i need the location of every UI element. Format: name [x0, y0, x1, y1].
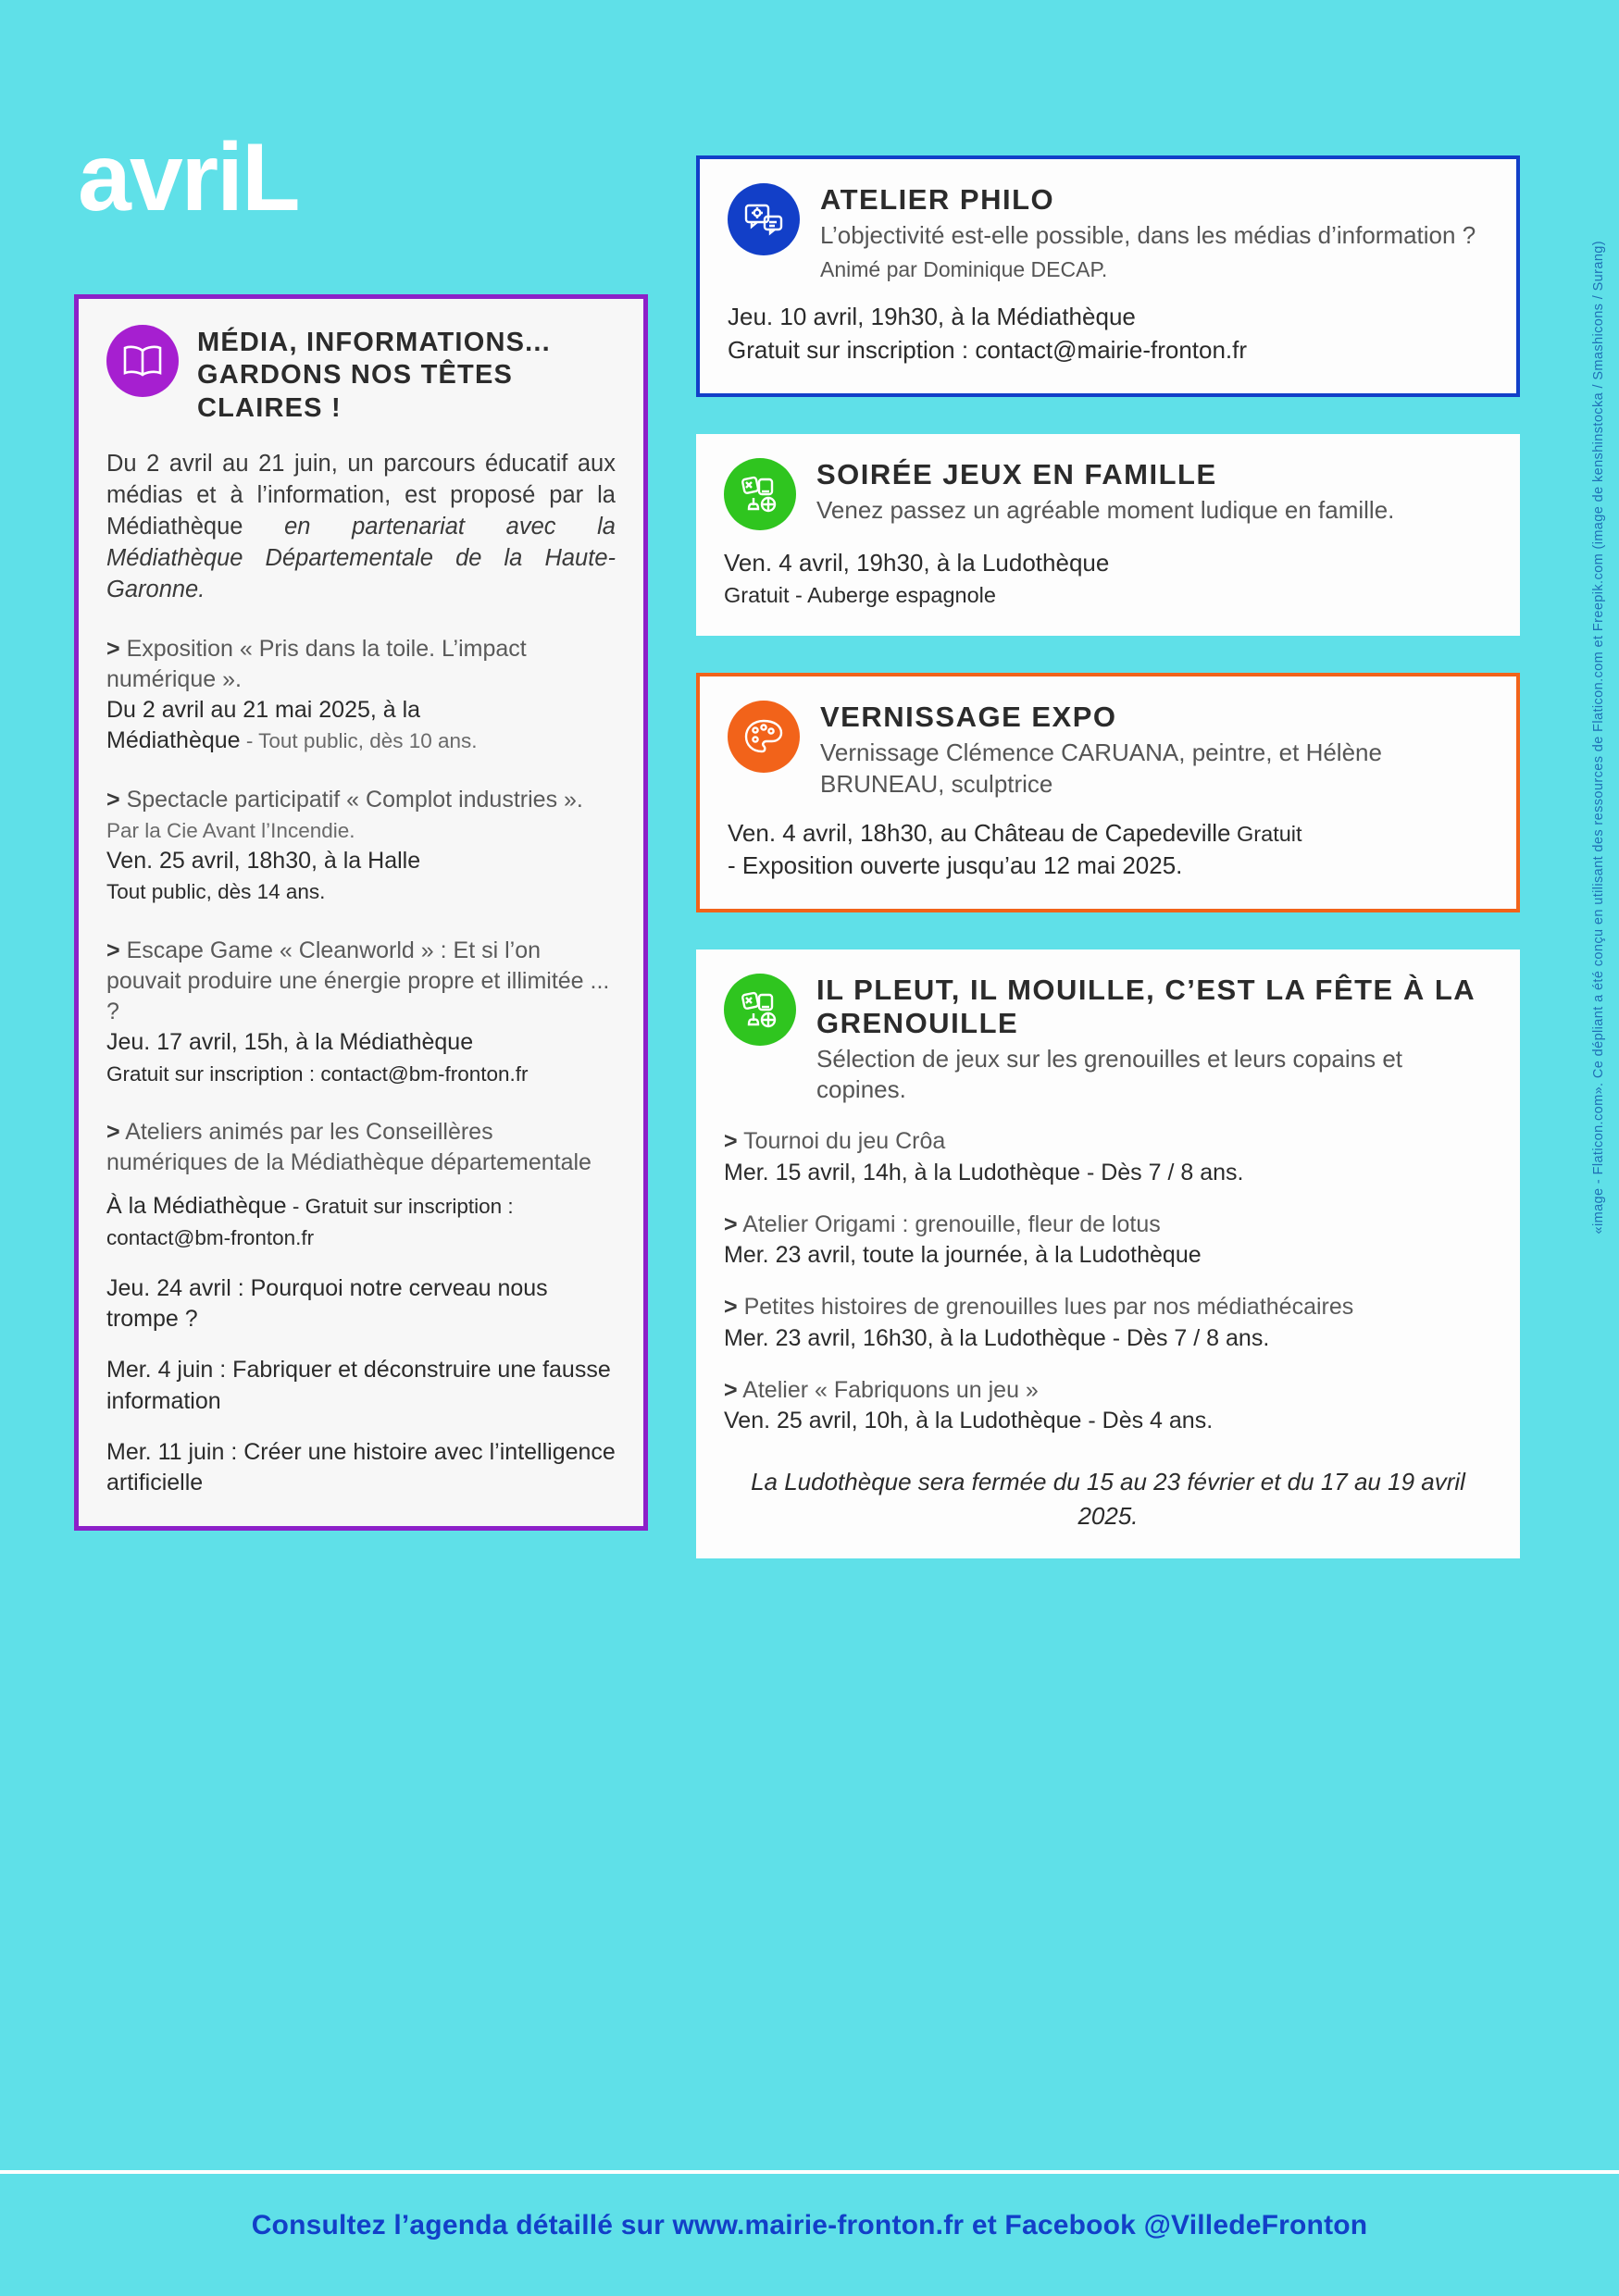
paint-palette-icon: [728, 701, 800, 773]
sub-event-detail: Mer. 23 avril, toute la journée, à la Ludothèque: [724, 1242, 1202, 1269]
card-subtitle: Sélection de jeux sur les grenouilles et leurs copains et copines.: [816, 1044, 1403, 1104]
events-column: [696, 155, 1520, 1595]
block-lead: Exposition « Pris dans la toile. L’impact numérique ».: [106, 635, 527, 692]
card-body-line2: Gratuit sur inscription : contact@mairie-fronton.fr: [728, 336, 1248, 365]
sub-event-detail-small: - Dès 7 / 8 ans.: [1105, 1324, 1270, 1351]
bullet-arrow-icon: >: [106, 1118, 120, 1145]
left-panel-block: [106, 785, 616, 908]
board-game-dice-icon: [724, 974, 796, 1046]
event-card-vernissage-expo: [696, 673, 1520, 912]
card-title: IL PLEUT, IL MOUILLE, C’EST LA FÊTE À LA GRENOUILLE: [816, 974, 1476, 1039]
event-card-atelier-philo: [696, 155, 1520, 397]
block-detail-line2-small: Tout public, dès 14 ans.: [106, 880, 326, 904]
block-detail-line1: Ven. 25 avril, 18h30, à la Halle: [106, 848, 421, 875]
bullet-arrow-icon: >: [724, 1210, 738, 1237]
card-body-line1: [728, 817, 1488, 850]
sub-event-detail: Ven. 25 avril, 10h, à la Ludothèque: [724, 1408, 1082, 1434]
card-header: [724, 458, 1492, 530]
block-lead-small: Par la Cie Avant l’Incendie.: [106, 818, 355, 842]
block-detail-line1-small: - Gratuit sur inscription : contact@bm-fronton.fr: [106, 1195, 514, 1249]
card-body-line1-small: Gratuit: [1230, 821, 1302, 846]
block-detail: [106, 1027, 616, 1089]
intro-text-1: Du 2 avril au 21 juin, un parcours éducatif aux médias et à l’information, est proposé par la Médiathèque: [106, 451, 616, 540]
card-subtitle-secondary: Animé par Dominique DECAP.: [820, 257, 1108, 282]
block-detail-line2-small: Gratuit sur inscription : contact@bm-fronton.fr: [106, 1061, 529, 1086]
sub-event-item: [724, 1292, 1492, 1355]
sub-event-item: Jeu. 24 avril : Pourquoi notre cerveau nous trompe ?: [106, 1274, 548, 1333]
card-header: [728, 701, 1488, 800]
open-book-icon: [106, 325, 179, 397]
left-panel-block: [106, 1117, 616, 1499]
left-panel-header: [106, 325, 616, 425]
block-detail-line1: À la Médiathèque: [106, 1193, 287, 1220]
bullet-arrow-icon: >: [724, 1294, 738, 1321]
sub-event-list: [724, 1126, 1492, 1437]
sub-event-detail-small: - Dès 7 / 8 ans.: [1080, 1159, 1244, 1185]
left-panel-block: [106, 936, 616, 1089]
left-panel-title: MÉDIA, INFORMATIONS... GARDONS NOS TÊTES CLAIRES !: [197, 328, 551, 423]
intro-text-italic: en partenariat avec la Médiathèque Départementale de la Haute-Garonne.: [106, 513, 616, 602]
sub-event-item: [724, 1375, 1492, 1438]
sub-event-item: [724, 1210, 1492, 1272]
philosophy-speech-bubble-icon: [728, 183, 800, 255]
sub-event-lead: Petites histoires de grenouilles lues par nos médiathécaires: [743, 1294, 1354, 1321]
block-detail: [106, 1191, 616, 1253]
closure-note: La Ludothèque sera fermée du 15 au 23 février et du 17 au 19 avril 2025.: [751, 1468, 1465, 1530]
sub-event-lead: Atelier Origami : grenouille, fleur de lotus: [742, 1210, 1161, 1237]
sub-event-detail-small: - Dès 4 ans.: [1081, 1408, 1214, 1434]
left-panel-block: [106, 634, 616, 757]
card-body: [728, 301, 1488, 367]
sub-event-detail: Mer. 15 avril, 14h, à la Ludothèque: [724, 1159, 1080, 1185]
footer-divider: [0, 2170, 1619, 2174]
card-header: [724, 974, 1492, 1106]
card-body: [724, 547, 1492, 610]
sub-event-detail: Mer. 23 avril, 16h30, à la Ludothèque: [724, 1324, 1106, 1351]
bullet-arrow-icon: >: [106, 937, 120, 963]
left-panel-intro: [106, 449, 616, 606]
sub-event-item: Mer. 4 juin : Fabriquer et déconstruire une fausse information: [106, 1357, 611, 1414]
block-lead: Escape Game « Cleanworld » : Et si l’on pouvait produire une énergie propre et illimitée ... ?: [106, 937, 610, 1025]
event-card-soiree-jeux: [696, 434, 1520, 636]
block-detail: [106, 846, 616, 908]
bullet-arrow-icon: >: [724, 1376, 738, 1403]
block-detail-line2-small: - Tout public, dès 10 ans.: [240, 729, 478, 753]
bullet-arrow-icon: >: [106, 786, 120, 813]
card-subtitle: L’objectivité est-elle possible, dans les médias d’information ?: [820, 220, 1476, 249]
card-body-line2: Gratuit - Auberge espagnole: [724, 582, 996, 607]
card-body-line1: Jeu. 10 avril, 19h30, à la Médiathèque: [728, 303, 1136, 331]
event-card-fete-grenouille: [696, 949, 1520, 1558]
page-title: avriL: [78, 124, 299, 231]
block-detail-line1: Du 2 avril au 21 mai 2025, à la: [106, 697, 421, 724]
block-detail: [106, 695, 616, 757]
bullet-arrow-icon: >: [724, 1128, 738, 1155]
bullet-arrow-icon: >: [106, 635, 120, 662]
block-lead: Spectacle participatif « Complot industries ».: [126, 786, 583, 813]
card-body-line1: Ven. 4 avril, 19h30, à la Ludothèque: [724, 549, 1110, 577]
sub-event-lead: Tournoi du jeu Crôa: [743, 1128, 946, 1155]
card-subtitle: Vernissage Clémence CARUANA, peintre, et Hélène BRUNEAU, sculptrice: [820, 738, 1382, 798]
block-lead: Ateliers animés par les Conseillères numériques de la Médiathèque départementale: [106, 1118, 592, 1176]
sub-event-lead: Atelier « Fabriquons un jeu »: [742, 1376, 1039, 1403]
card-title: ATELIER PHILO: [820, 183, 1055, 216]
card-title: VERNISSAGE EXPO: [820, 701, 1117, 734]
card-body: [728, 817, 1488, 884]
card-body-line1-main: Ven. 4 avril, 18h30, au Château de Capedeville: [728, 818, 1231, 847]
block-detail-line2: Médiathèque: [106, 727, 241, 754]
sub-event-item: [724, 1126, 1492, 1189]
card-subtitle: Venez passez un agréable moment ludique en famille.: [816, 495, 1395, 524]
card-body-line2: - Exposition ouverte jusqu’au 12 mai 2025.: [728, 851, 1183, 880]
sub-event-item: Mer. 11 juin : Créer une histoire avec l’intelligence artificielle: [106, 1438, 616, 1496]
left-feature-panel: [74, 294, 648, 1531]
board-game-dice-icon: [724, 458, 796, 530]
card-title: SOIRÉE JEUX EN FAMILLE: [816, 458, 1217, 491]
footer-agenda-link[interactable]: Consultez l’agenda détaillé sur www.mairie-fronton.fr et Facebook @VilledeFronton: [251, 2210, 1368, 2240]
image-credit-text: «image - Flaticon.com». Ce dépliant a été conçu en utilisant des ressources de Flaticon.com et Freepik.com (image de kenshinstocka / Smashicons / Surang): [1591, 241, 1606, 1235]
card-header: [728, 183, 1488, 284]
block-detail-line1: Jeu. 17 avril, 15h, à la Médiathèque: [106, 1029, 474, 1056]
